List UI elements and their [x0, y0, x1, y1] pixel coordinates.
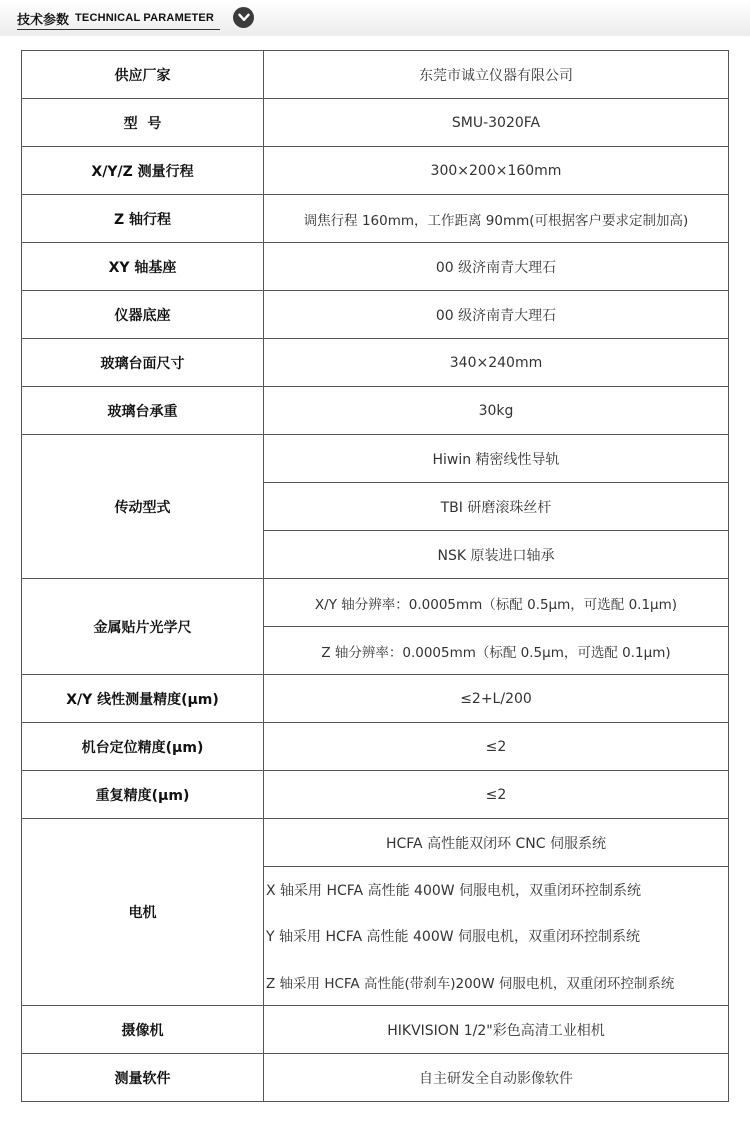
spec-value: 00 级济南青大理石 — [264, 243, 729, 291]
section-header — [0, 0, 750, 36]
section-title-cn: 技术参数 — [17, 12, 70, 28]
spec-value: 东莞市诚立仪器有限公司 — [264, 51, 729, 99]
table-row — [22, 243, 729, 291]
table-row — [22, 195, 729, 243]
table-row — [22, 819, 729, 867]
list-item: X 轴采用 HCFA 高性能 400W 伺服电机，双重闭环控制系统 — [266, 883, 642, 899]
spec-value: 00 级济南青大理石 — [264, 291, 729, 339]
table-row — [22, 723, 729, 771]
spec-label: Z 轴行程 — [22, 195, 264, 243]
spec-value: Z 轴分辨率：0.0005mm（标配 0.5μm，可选配 0.1μm) — [264, 627, 729, 675]
table-row — [22, 291, 729, 339]
spec-value: 300×200×160mm — [264, 147, 729, 195]
spec-label: 机台定位精度(μm) — [22, 723, 264, 771]
table-row — [22, 99, 729, 147]
spec-table — [21, 50, 729, 1102]
spec-label: 重复精度(μm) — [22, 771, 264, 819]
spec-value: 调焦行程 160mm，工作距离 90mm(可根据客户要求定制加高) — [264, 195, 729, 243]
spec-value: 30kg — [264, 387, 729, 435]
motor-detail-list — [264, 867, 728, 1005]
spec-label: XY 轴基座 — [22, 243, 264, 291]
spec-label: 金属贴片光学尺 — [22, 579, 264, 675]
table-row — [22, 771, 729, 819]
spec-value: 自主研发全自动影像软件 — [264, 1054, 729, 1102]
table-row — [22, 387, 729, 435]
spec-label: 传动型式 — [22, 435, 264, 579]
spec-label: 玻璃台承重 — [22, 387, 264, 435]
table-row — [22, 1006, 729, 1054]
chevron-down-icon[interactable] — [233, 7, 254, 28]
spec-value — [264, 867, 729, 1006]
spec-label: 电机 — [22, 819, 264, 1006]
list-item: Y 轴采用 HCFA 高性能 400W 伺服电机，双重闭环控制系统 — [266, 929, 641, 945]
spec-label: 测量软件 — [22, 1054, 264, 1102]
spec-value: TBI 研磨滚珠丝杆 — [264, 483, 729, 531]
spec-value: NSK 原装进口轴承 — [264, 531, 729, 579]
table-row — [22, 1054, 729, 1102]
spec-label: X/Y/Z 测量行程 — [22, 147, 264, 195]
spec-value: SMU-3020FA — [264, 99, 729, 147]
spec-value: ≤2+L/200 — [264, 675, 729, 723]
spec-label: 供应厂家 — [22, 51, 264, 99]
spec-label: 仪器底座 — [22, 291, 264, 339]
table-row — [22, 579, 729, 627]
table-row — [22, 147, 729, 195]
table-row — [22, 51, 729, 99]
spec-value: HCFA 高性能双闭环 CNC 伺服系统 — [264, 819, 729, 867]
spec-label: 玻璃台面尺寸 — [22, 339, 264, 387]
list-item: Z 轴采用 HCFA 高性能(带刹车)200W 伺服电机，双重闭环控制系统 — [266, 976, 675, 992]
spec-value: 340×240mm — [264, 339, 729, 387]
spec-value: Hiwin 精密线性导轨 — [264, 435, 729, 483]
table-row — [22, 675, 729, 723]
spec-value: ≤2 — [264, 771, 729, 819]
table-row — [22, 435, 729, 483]
spec-value: ≤2 — [264, 723, 729, 771]
spec-value: X/Y 轴分辨率：0.0005mm（标配 0.5μm，可选配 0.1μm) — [264, 579, 729, 627]
section-title — [17, 7, 220, 30]
spec-value: HIKVISION 1/2"彩色高清工业相机 — [264, 1006, 729, 1054]
spec-label: X/Y 线性测量精度(μm) — [22, 675, 264, 723]
section-title-en: TECHNICAL PARAMETER — [75, 12, 215, 24]
spec-label: 摄像机 — [22, 1006, 264, 1054]
spec-label: 型 号 — [22, 99, 264, 147]
table-row — [22, 339, 729, 387]
